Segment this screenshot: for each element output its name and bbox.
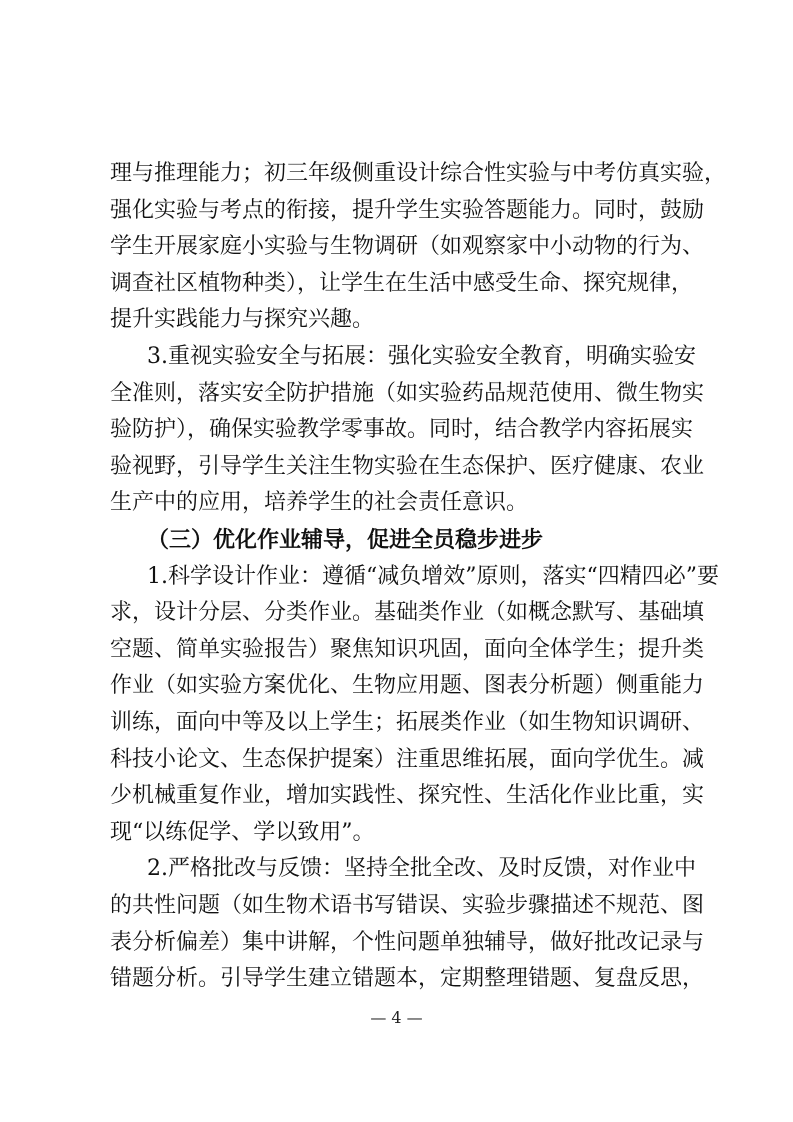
body-text-line: 错题分析。引导学生建立错题本，定期整理错题、复盘反思， — [110, 966, 705, 992]
section-heading: （三）优化作业辅导，促进全员稳步进步 — [147, 527, 544, 553]
body-text-line: 3.重视实验安全与拓展：强化实验安全教育，明确实验安 — [147, 344, 696, 369]
body-text-line: 强化实验与考点的衔接，提升学生实验答题能力。同时，鼓励 — [110, 197, 705, 223]
body-text-line: 全准则，落实安全防护措施（如实验药品规范使用、微生物实 — [110, 380, 705, 406]
body-text-line: 学生开展家庭小实验与生物调研（如观察家中小动物的行为、 — [110, 234, 705, 260]
body-text-line: 空题、简单实验报告）聚焦知识巩固，面向全体学生；提升类 — [110, 636, 705, 662]
body-text-line: 少机械重复作业，增加实践性、探究性、生活化作业比重，实 — [110, 783, 705, 809]
body-text-line: 训练，面向中等及以上学生；拓展类作业（如生物知识调研、 — [110, 710, 705, 735]
body-text-line: 2.严格批改与反馈：坚持全批全改、及时反馈，对作业中 — [147, 856, 696, 882]
body-text-line: 验视野，引导学生关注生物实验在生态保护、医疗健康、农业 — [110, 453, 705, 479]
body-text-line: 生产中的应用，培养学生的社会责任意识。 — [110, 490, 529, 516]
body-text-line: 求，设计分层、分类作业。基础类作业（如概念默写、基础填 — [110, 600, 705, 626]
body-text-line: 科技小论文、生态保护提案）注重思维拓展，面向学优生。减 — [110, 746, 705, 772]
body-text-line: 调查社区植物种类），让学生在生活中感受生命、探究规律， — [110, 270, 694, 296]
body-text-line: 提升实践能力与探究兴趣。 — [110, 307, 375, 333]
body-text-line: 表分析偏差）集中讲解，个性问题单独辅导，做好批改记录与 — [110, 929, 705, 955]
body-text-line: 现“以练促学、学以致用”。 — [110, 819, 375, 845]
body-text-line: 验防护），确保实验教学零事故。同时，结合教学内容拓展实 — [110, 417, 694, 443]
page-number: — 4 — — [370, 1008, 423, 1027]
body-text-line: 1.科学设计作业：遵循“减负增效”原则，落实“四精四必”要 — [147, 563, 719, 589]
body-text-line: 的共性问题（如生物术语书写错误、实验步骤描述不规范、图 — [110, 893, 705, 918]
body-text-line: 理与推理能力；初三年级侧重设计综合性实验与中考仿真实验， — [110, 161, 727, 186]
body-text-line: 作业（如实验方案优化、生物应用题、图表分析题）侧重能力 — [110, 673, 705, 699]
